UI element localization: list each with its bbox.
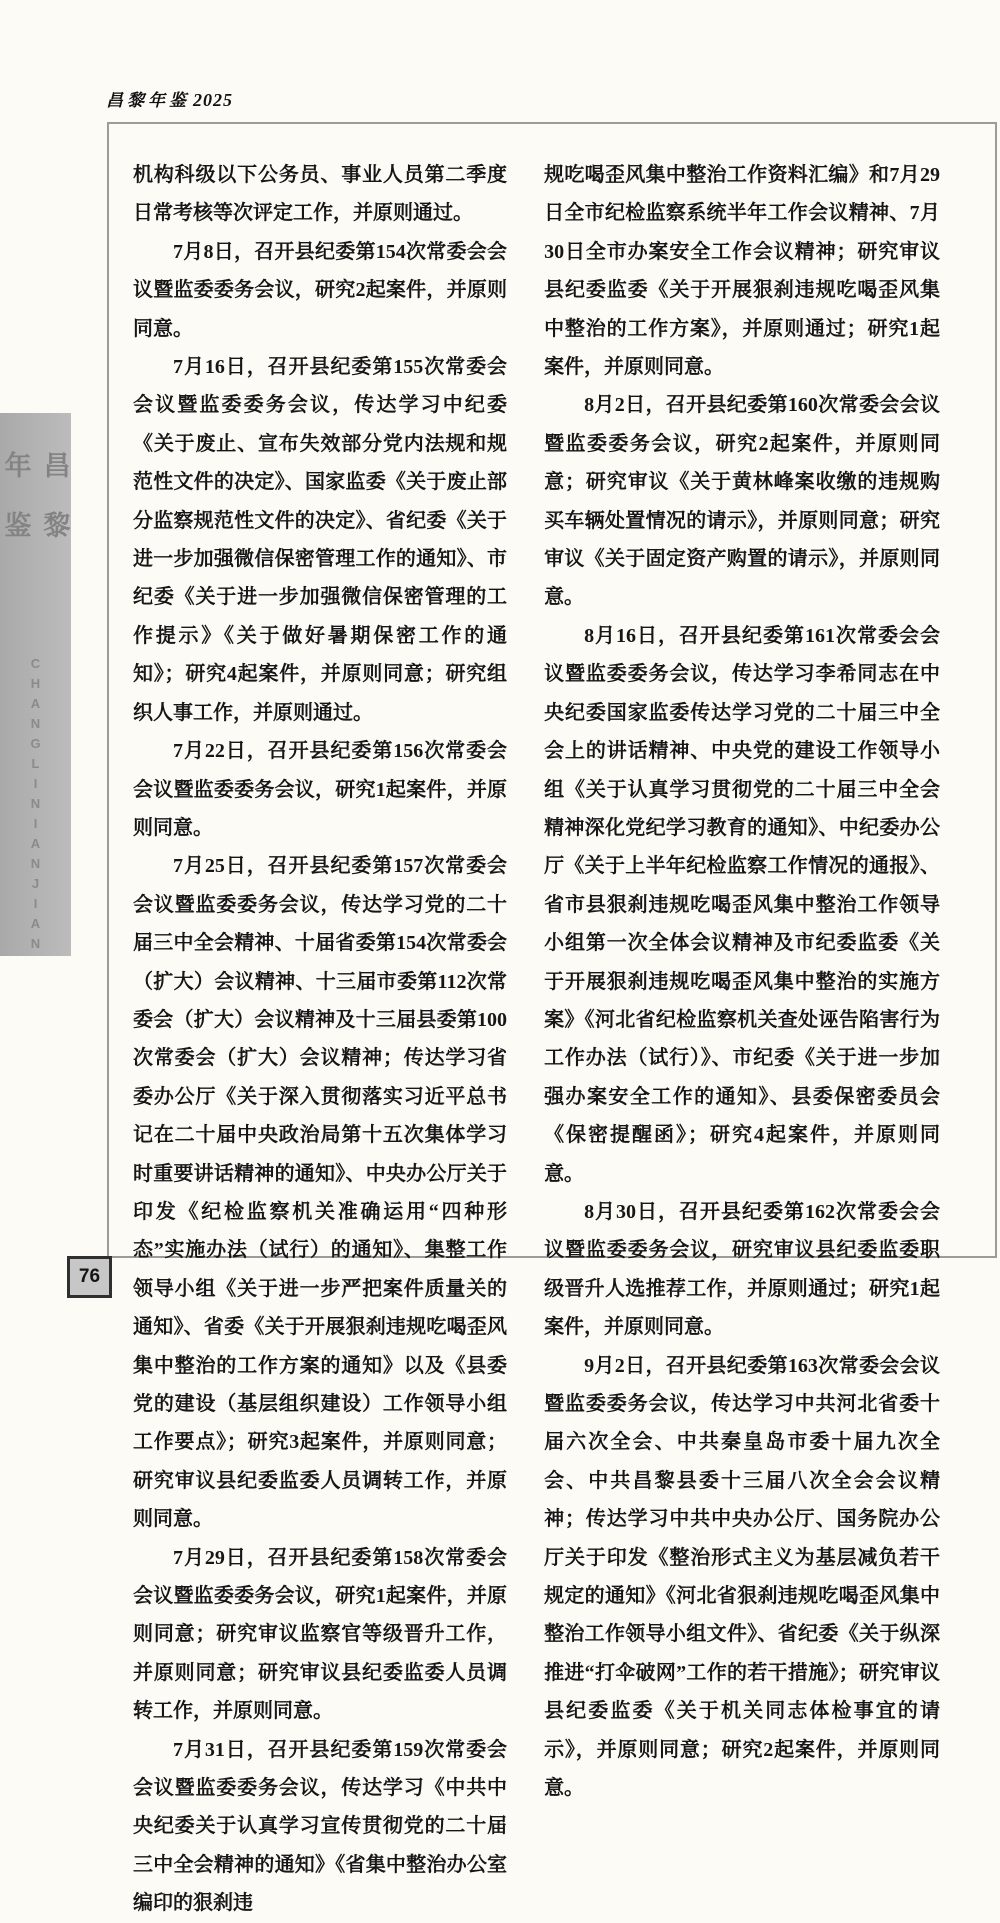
paragraph: 7月29日，召开县纪委第158次常委会会议暨监委委务会议，研究1起案件，并原则同意；研究审议监察官等级晋升工作，并原则同意；研究审议县纪委监委人员调转工作，并原则同意。 — [133, 1546, 508, 1723]
left-column — [133, 156, 508, 1915]
paragraph: 7月31日，召开县纪委第159次常委会会议暨监委委务会议，传达学习《中共中央纪委关于认真学习宣传贯彻党的二十届三中全会精神的通知》《省集中整治办公室编印的狠刹违 — [133, 1738, 508, 1915]
spine-subtitle: CHANGLINIANJIAN — [28, 656, 43, 956]
paragraph: 机构科级以下公务员、事业人员第二季度日常考核等次评定工作，并原则通过。 — [133, 164, 508, 225]
page-number — [67, 1256, 112, 1298]
paragraph: 8月16日，召开县纪委第161次常委会会议暨监委委务会议，传达学习李希同志在中央纪委国家监委传达学习党的二十届三中全会上的讲话精神、中央党的建设工作领导小组《关于认真学习贯彻党的二十届三中全会精神深化党纪学习教育的通知》、中纪委办公厅《关于上半年纪检监察工作情况的通报》、省市县狠刹违规吃喝歪风集中整治工作领导小组第一次全体会议精神及市纪委监委《关于开展狠刹违规吃喝歪风集中整治的实施方案》《河北省纪检监察机关查处诬告陷害行为工作办法（试行）》、市纪委《关于进一步加强办案安全工作的通知》、县委保密委员会《保密提醒函》；研究4起案件，并原则同意。 — [544, 624, 940, 1185]
page-number-value: 76 — [78, 1266, 101, 1287]
yearbook-logo-title: 昌黎年鉴 — [106, 91, 190, 110]
paragraph: 8月2日，召开县纪委第160次常委会会议暨监委委务会议，研究2起案件，并原则同意；研究审议《关于黄林峰案收缴的违规购买车辆处置情况的请示》，并原则同意；研究审议《关于固定资产购置的请示》，并原则同意。 — [544, 394, 940, 609]
paragraph: 规吃喝歪风集中整治工作资料汇编》和7月29日全市纪检监察系统半年工作会议精神、7月30日全市办案安全工作会议精神；研究审议县纪委监委《关于开展狠刹违规吃喝歪风集中整治的工作方案》，并原则通过；研究1起案件，并原则同意。 — [544, 164, 940, 379]
yearbook-logo-year: 2025 — [193, 90, 233, 110]
paragraph: 7月22日，召开县纪委第156次常委会会议暨监委委务会议，研究1起案件，并原则同意。 — [133, 740, 508, 839]
paragraph: 7月25日，召开县纪委第157次常委会会议暨监委委务会议，传达学习党的二十届三中全会精神、十届省委第154次常委会（扩大）会议精神、十三届市委第112次常委会（扩大）会议精神及十三届县委第100次常委会（扩大）会议精神；传达学习省委办公厅《关于深入贯彻落实习近平总书记在二十届中央政治局第十五次集体学习时重要讲话精神的通知》、中央办公厅关于印发《纪检监察机关准确运用“四种形态”实施办法（试行）的通知》、集整工作领导小组《关于进一步严把案件质量关的通知》、省委《关于开展狠刹违规吃喝歪风集中整治的工作方案的通知》以及《县委党的建设（基层组织建设）工作领导小组工作要点》；研究3起案件，并原则同意；研究审议县纪委监委人员调转工作，并原则同意。 — [133, 855, 508, 1531]
paragraph: 7月8日，召开县纪委第154次常委会会议暨监委委务会议，研究2起案件，并原则同意。 — [133, 240, 508, 340]
spine-title: 昌黎年鉴 — [0, 451, 70, 571]
yearbook-logo — [106, 86, 233, 111]
column-gap — [507, 156, 544, 1236]
paragraph: 9月2日，召开县纪委第163次常委会会议暨监委委务会议，传达学习中共河北省委十届六次全会、中共秦皇岛市委十届九次全会、中共昌黎县委十三届八次全会会议精神；传达学习中共中央办公厅、国务院办公厅关于印发《整治形式主义为基层减负若干规定的通知》《河北省狠刹违规吃喝歪风集中整治工作领导小组文件》、省纪委《关于纵深推进“打伞破网”工作的若干措施》；研究审议县纪委监委《关于机关同志体检事宜的请示》，并原则同意；研究2起案件，并原则同意。 — [544, 1354, 940, 1800]
book-spine — [0, 413, 71, 956]
paragraph: 7月16日，召开县纪委第155次常委会会议暨监委委务会议，传达学习中纪委《关于废止、宣布失效部分党内法规和规范性文件的决定》、国家监委《关于废止部分监察规范性文件的决定》、省纪委《关于进一步加强微信保密管理工作的通知》、市纪委《关于进一步加强微信保密管理的工作提示》《关于做好暑期保密工作的通知》；研究4起案件，并原则同意；研究组织人事工作，并原则通过。 — [133, 356, 508, 724]
text-columns — [133, 156, 940, 1915]
right-column — [544, 156, 940, 1800]
paragraph: 8月30日，召开县纪委第162次常委会会议暨监委委务会议，研究审议县纪委监委职级晋升人选推荐工作，并原则通过；研究1起案件，并原则同意。 — [544, 1200, 940, 1339]
page-frame — [107, 122, 997, 1915]
